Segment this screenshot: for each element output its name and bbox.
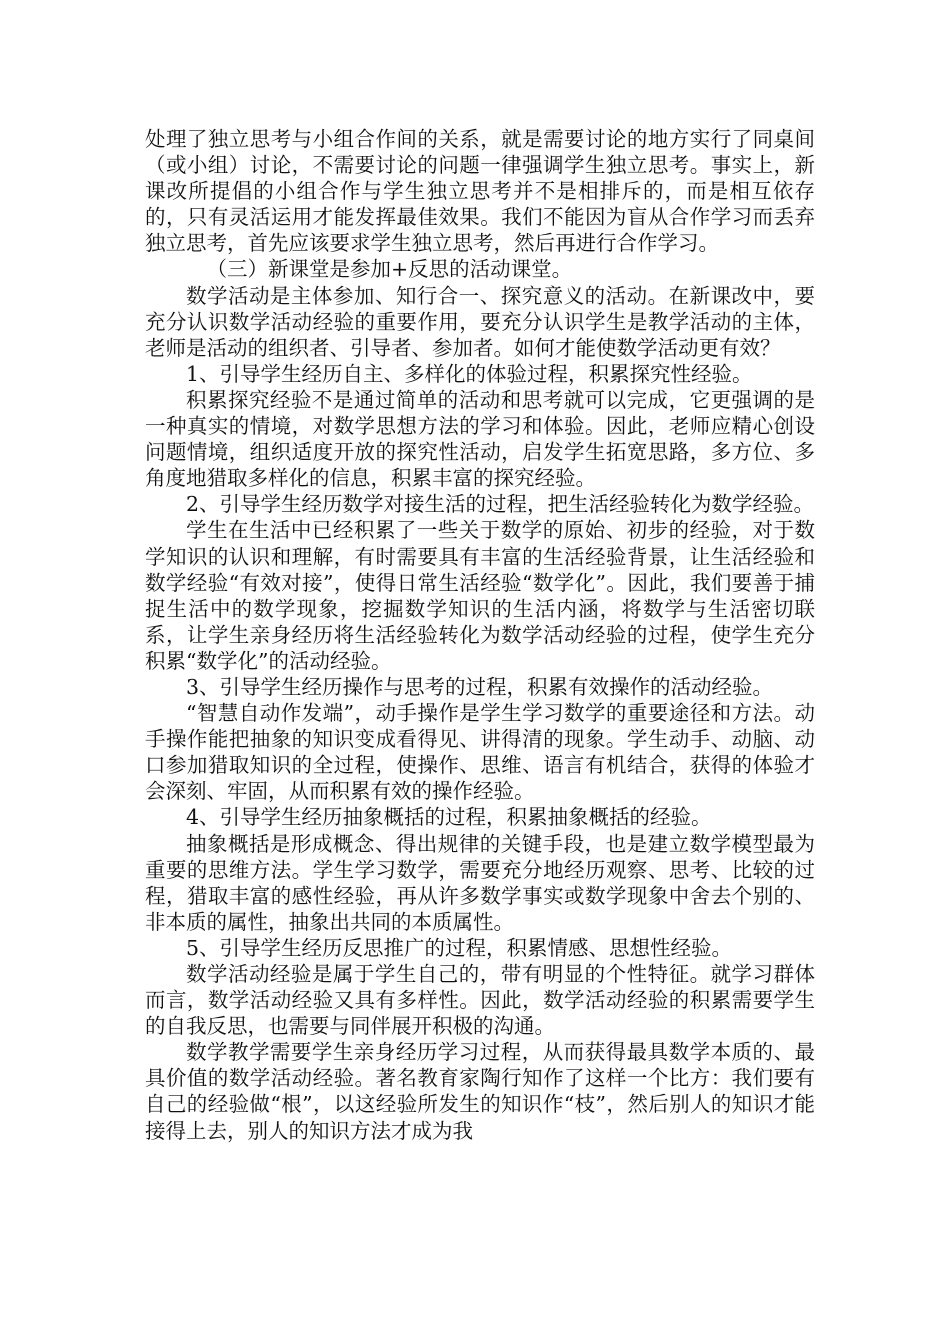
section-heading: （三）新课堂是参加+反思的活动课堂。 [206, 257, 573, 282]
paragraph: 抽象概括是形成概念、得出规律的关键手段，也是建立数学模型最为重要的思维方法。学生学习数学，需要充分地经历观察、思考、比较的过程，猎取丰富的感性经验，再从许多数学事实或数学现象中舍去个别的、非本质的属性，抽象出共同的本质属性。 [145, 831, 815, 934]
numbered-heading-1: 1、引导学生经历自主、多样化的体验过程，积累探究性经验。 [186, 361, 753, 386]
numbered-heading-4: 4、引导学生经历抽象概括的过程，积累抽象概括的经验。 [186, 805, 712, 830]
paragraph: 学生在生活中已经积累了一些关于数学的原始、初步的经验，对于数学知识的认识和理解，有时需要具有丰富的生活经验背景，让生活经验和数学经验“有效对接”，使得日常生活经验“数学化”。因此，我们要善于捕捉生活中的数学现象，挖掘数学知识的生活内涵，将数学与生活密切联系，让学生亲身经历将生活经验转化为数学活动经验的过程，使学生充分积累“数学化”的活动经验。 [145, 518, 815, 673]
document-page [145, 126, 815, 1144]
paragraph: 积累探究经验不是通过简单的活动和思考就可以完成，它更强调的是一种真实的情境，对数学思想方法的学习和体验。因此，老师应精心创设问题情境，组织适度开放的探究性活动，启发学生拓宽思路，多方位、多角度地猎取多样化的信息，积累丰富的探究经验。 [145, 387, 815, 491]
numbered-heading-3: 3、引导学生经历操作与思考的过程，积累有效操作的活动经验。 [186, 674, 774, 699]
numbered-heading-2: 2、引导学生经历数学对接生活的过程，把生活经验转化为数学经验。 [186, 492, 815, 517]
paragraph: 数学活动经验是属于学生自己的，带有明显的个性特征。就学习群体而言，数学活动经验又具有多样性。因此，数学活动经验的积累需要学生的自我反思，也需要与同伴展开积极的沟通。 [145, 962, 815, 1039]
paragraph: 数学活动是主体参加、知行合一、探究意义的活动。在新课改中，要充分认识数学活动经验的重要作用，要充分认识学生是教学活动的主体，老师是活动的组织者、引导者、参加者。如何才能使数学活动更有效？ [145, 283, 815, 360]
paragraph: 数学教学需要学生亲身经历学习过程，从而获得最具数学本质的、最具价值的数学活动经验。著名教育家陶行知作了这样一个比方：我们要有自己的经验做“根”，以这经验所发生的知识作“枝”，然后别人的知识才能接得上去，别人的知识方法才成为我 [145, 1040, 815, 1143]
paragraph-continued: 处理了独立思考与小组合作间的关系，就是需要讨论的地方实行了同桌间（或小组）讨论，不需要讨论的问题一律强调学生独立思考。事实上，新课改所提倡的小组合作与学生独立思考并不是相排斥的，而是相互依存的，只有灵活运用才能发挥最佳效果。我们不能因为盲从合作学习而丢弃独立思考，首先应该要求学生独立思考，然后再进行合作学习。 [145, 127, 815, 256]
paragraph: “智慧自动作发端”，动手操作是学生学习数学的重要途径和方法。动手操作能把抽象的知识变成看得见、讲得清的现象。学生动手、动脑、动口参加猎取知识的全过程，使操作、思维、语言有机结合，获得的体验才会深刻、牢固，从而积累有效的操作经验。 [145, 701, 815, 804]
numbered-heading-5: 5、引导学生经历反思推广的过程，积累情感、思想性经验。 [186, 935, 733, 960]
